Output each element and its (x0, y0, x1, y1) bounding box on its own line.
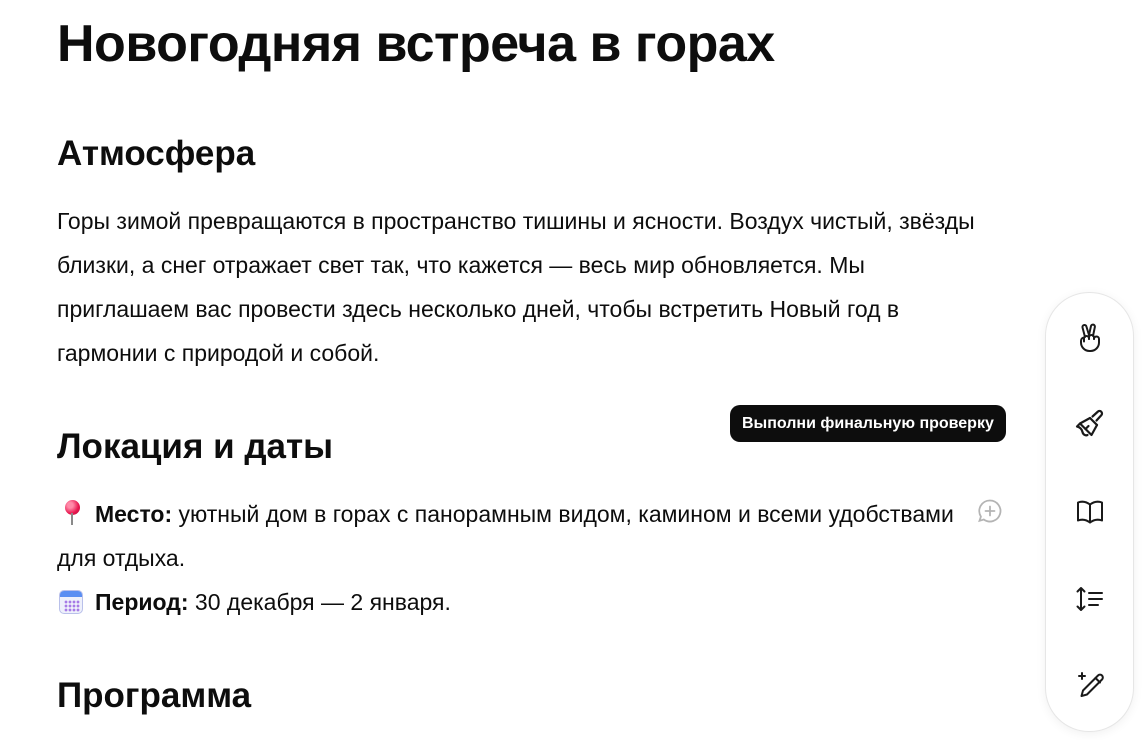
peace-hand-icon (1074, 321, 1106, 353)
calendar-emoji (57, 580, 85, 624)
emoji-button[interactable] (1068, 315, 1112, 359)
location-text: уютный дом в горах с панорамным видом, камином и всеми удобствами для отдыха. (57, 501, 954, 571)
book-open-icon (1074, 496, 1106, 528)
add-comment-icon (976, 497, 1004, 525)
add-comment-button[interactable] (976, 497, 1004, 525)
section-heading-program: Программа (57, 676, 252, 715)
final-check-button[interactable] (1068, 403, 1112, 447)
reading-level-button[interactable] (1068, 490, 1112, 534)
paragraph-atmosphere: Горы зимой превращаются в пространство тишины и ясности. Воздух чистый, звёзды близки, а снег отражает свет так, что кажется — весь мир обновляется. Мы приглашаем вас провести здесь несколько дней, чтобы встретить Новый год в гармонии с природой и собой. (57, 208, 975, 366)
period-label: Период: (95, 589, 189, 615)
list-item-location (57, 492, 977, 580)
round-pushpin-emoji (57, 492, 85, 536)
suggest-edits-button[interactable] (1068, 664, 1112, 708)
pencil-sparkle-icon (1074, 670, 1106, 702)
period-text: 30 декабря — 2 января. (188, 589, 451, 615)
final-check-tooltip: Выполни финальную проверку (730, 405, 1006, 442)
section-heading-atmosphere: Атмосфера (57, 134, 256, 173)
section-heading-location: Локация и даты (57, 427, 334, 466)
text-length-icon (1074, 583, 1106, 615)
document-title: Новогодняя встреча в горах (57, 15, 775, 73)
writing-tools-toolbar (1045, 292, 1134, 732)
list-item-period (57, 580, 977, 624)
adjust-length-button[interactable] (1068, 577, 1112, 621)
location-label: Место: (95, 501, 173, 527)
paintbrush-icon (1074, 409, 1106, 441)
